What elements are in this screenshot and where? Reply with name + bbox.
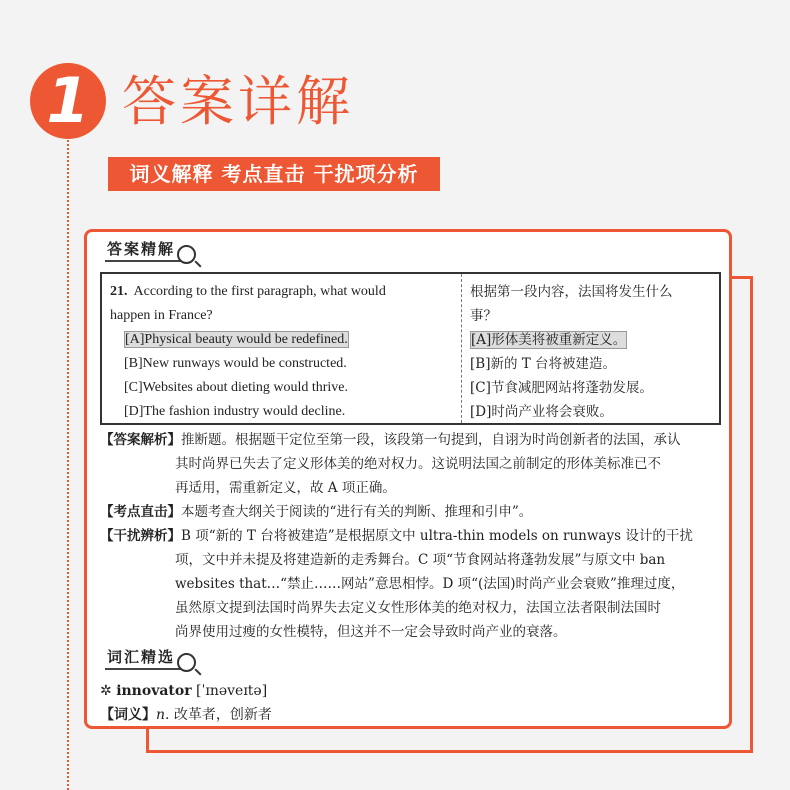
question-stem-zh: 事？ xyxy=(470,308,497,324)
analysis-label: 【答案解析】 xyxy=(100,432,181,448)
vocab-phonetic: [ˈɪnəveɪtə] xyxy=(196,683,268,699)
definition-text: 改革者，创新者 xyxy=(173,707,272,723)
distractor-line: B 项“新的 T 台将被建造”是根据原文中 ultra-thin models on runways 设计的干扰 xyxy=(181,528,693,544)
distractor-label: 【干扰辨析】 xyxy=(100,528,181,544)
option-d-zh: [D]时尚产业将会衰败。 xyxy=(470,404,613,420)
answer-section-label: 答案精解 xyxy=(105,238,181,262)
question-table xyxy=(100,272,721,425)
question-stem-zh: 根据第一段内容，法国将发生什么 xyxy=(470,284,673,300)
option-c-zh: [C]节食减肥网站将蓬勃发展。 xyxy=(470,380,653,396)
question-stem-line: happen in France? xyxy=(110,308,213,323)
magnifier-icon xyxy=(177,653,196,672)
vocab-entry xyxy=(100,680,267,702)
section-number-badge: 1 xyxy=(30,63,106,139)
explanation-block xyxy=(100,428,720,644)
bullet-icon: ✲ xyxy=(100,683,112,699)
option-c-en: [C]Websites about dieting would thrive. xyxy=(124,380,348,395)
option-b-en: [B]New runways would be constructed. xyxy=(124,356,347,371)
question-chinese xyxy=(462,274,719,423)
distractor-line: 虽然原文提到法国时尚界失去定义女性形体美的绝对权力，法国立法者限制法国时 xyxy=(175,600,661,616)
option-a-zh: [A]形体美将被重新定义。 xyxy=(471,332,627,348)
analysis-line: 其时尚界已失去了定义形体美的绝对权力。这说明法国之前制定的形体美标准已不 xyxy=(175,456,661,472)
vocab-section-label: 词汇精选 xyxy=(105,646,181,670)
definition-label: 【词义】 xyxy=(100,707,156,723)
answer-section-tag xyxy=(105,238,196,262)
analysis-line: 推断题。根据题干定位至第一段，该段第一句提到，自诩为时尚创新者的法国，承认 xyxy=(181,432,681,448)
point-label: 【考点直击】 xyxy=(100,504,181,520)
distractor-line: websites that…“禁止……网站”意思相悖。D 项“(法国)时尚产业会衰败”推理过度， xyxy=(175,576,685,592)
vocab-word: innovator xyxy=(116,683,192,699)
option-a-en: [A]Physical beauty would be redefined. xyxy=(125,332,348,347)
point-text: 本题考查大纲关于阅读的“进行有关的判断、推理和引申”。 xyxy=(181,504,533,520)
magnifier-icon xyxy=(177,245,196,264)
question-english xyxy=(102,274,462,423)
vocab-definition xyxy=(100,704,272,726)
answer-card xyxy=(84,229,732,729)
distractor-line: 尚界使用过瘦的女性模特，但这并不一定会导致时尚产业的衰落。 xyxy=(175,624,567,640)
distractor-line: 项，文中并未提及将建造新的走秀舞台。C 项“节食网站将蓬勃发展”与原文中 ban xyxy=(175,552,666,568)
topic-banner: 词义解释 考点直击 干扰项分析 xyxy=(108,157,440,191)
option-d-en: [D]The fashion industry would decline. xyxy=(124,404,346,419)
option-b-zh: [B]新的 T 台将被建造。 xyxy=(470,356,617,372)
dotted-guide-line xyxy=(67,140,69,790)
part-of-speech: n. xyxy=(156,707,170,723)
question-number: 21. xyxy=(110,284,128,299)
vocab-section-tag xyxy=(105,646,196,670)
question-stem-line: According to the first paragraph, what would xyxy=(133,284,386,299)
page-title: 答案详解 xyxy=(122,70,354,133)
analysis-line: 再适用，需重新定义，故 A 项正确。 xyxy=(175,480,396,496)
